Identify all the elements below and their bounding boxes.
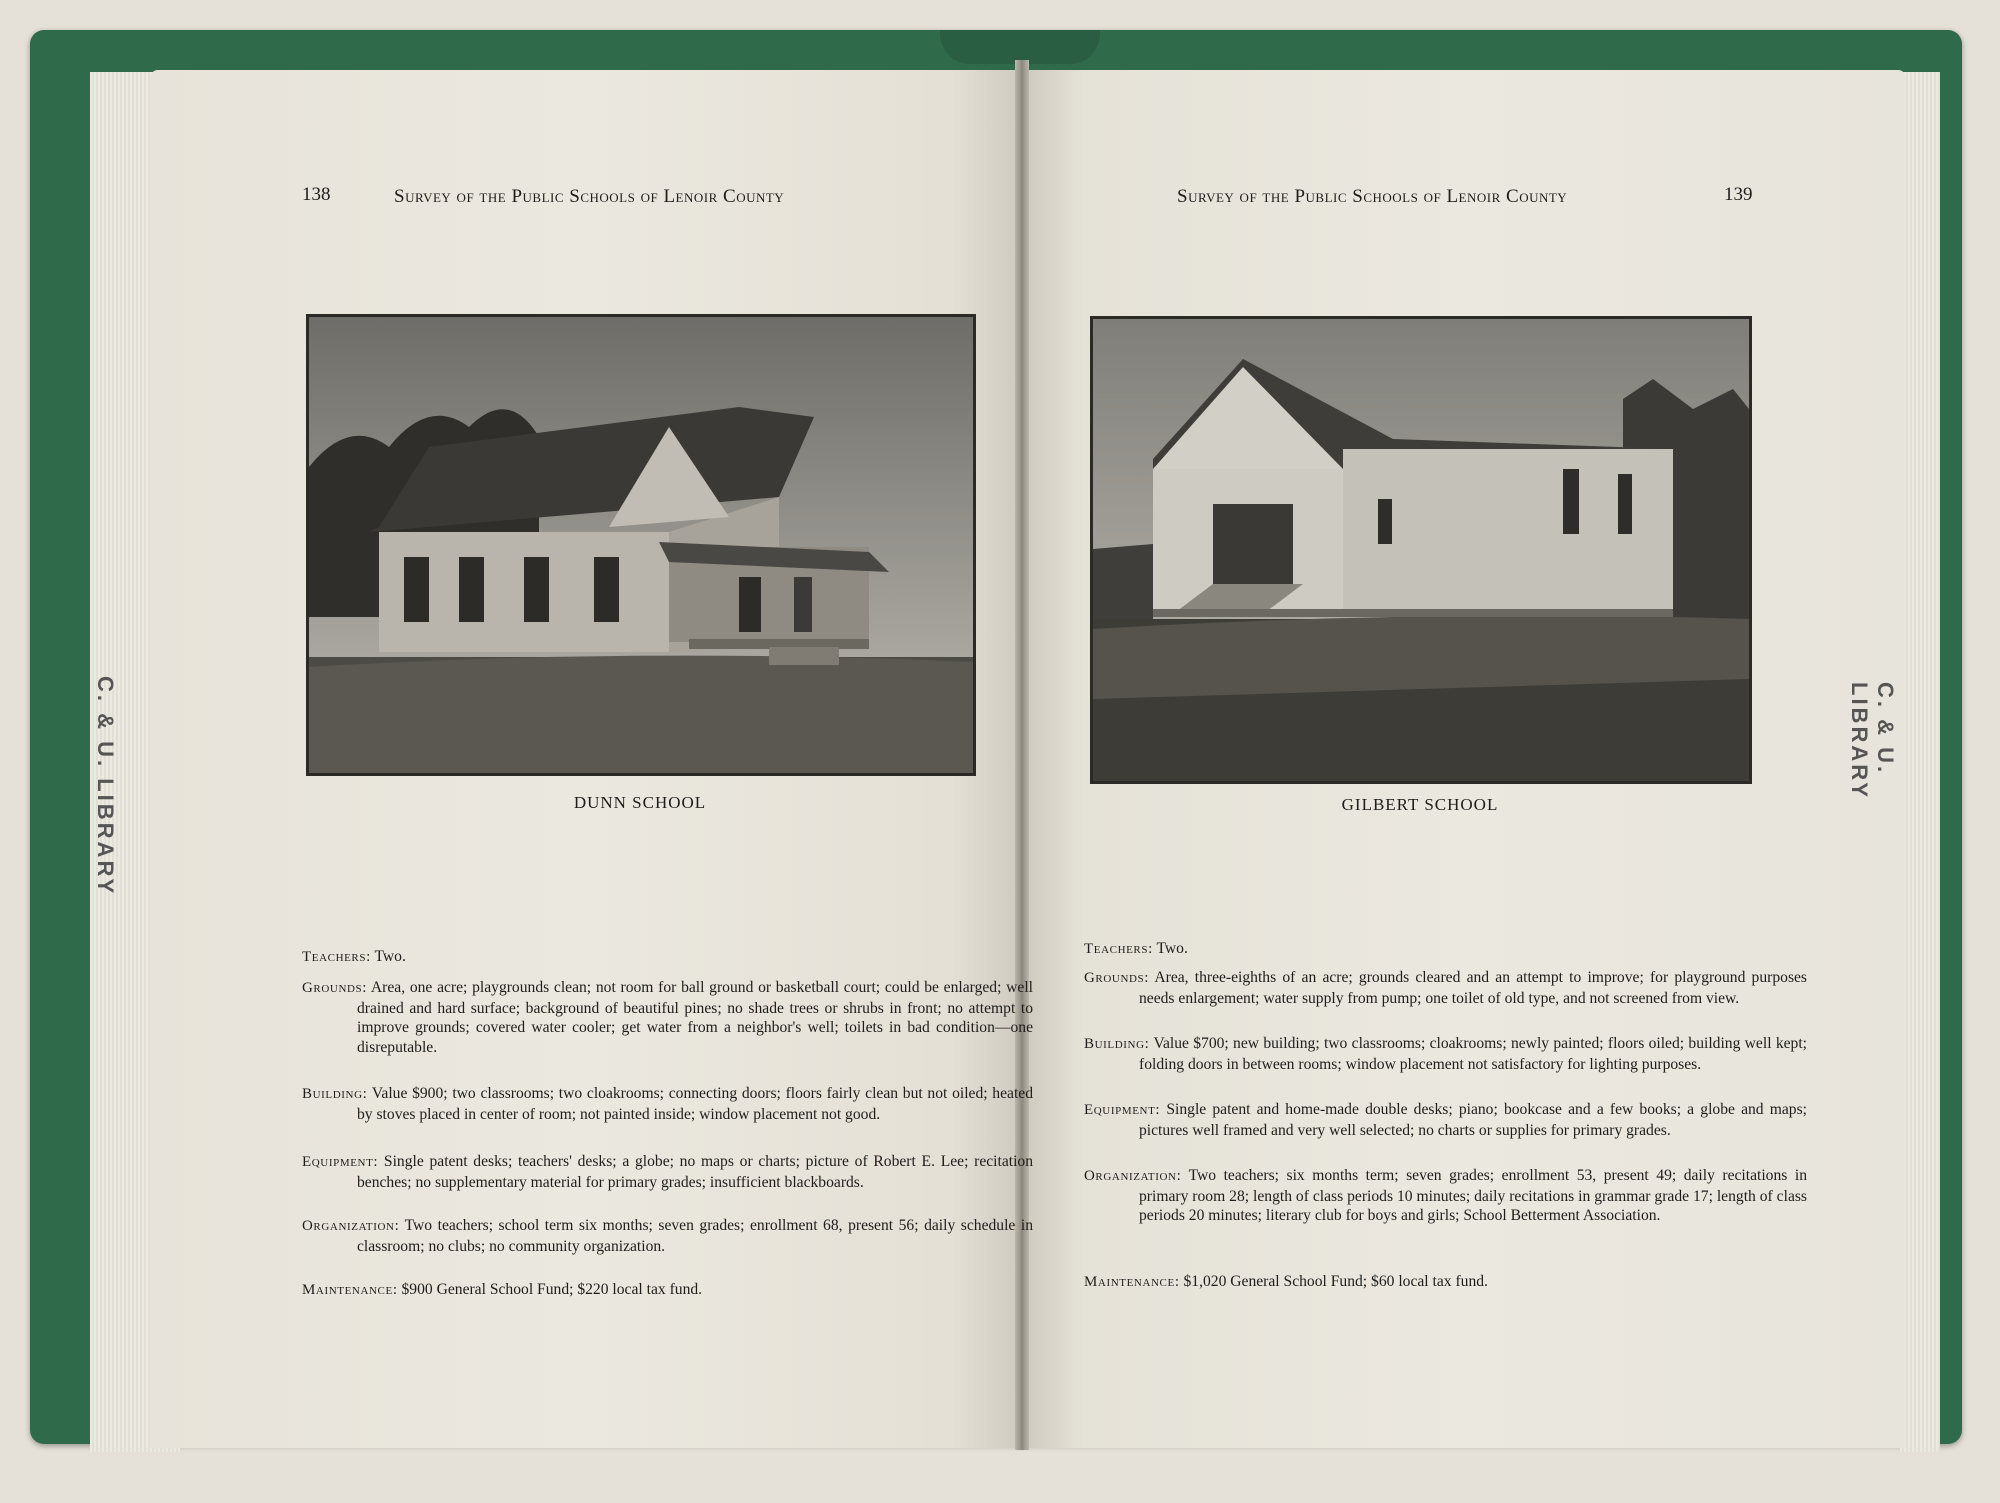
- entry-text: Two.: [1156, 940, 1188, 957]
- page-number-right: 139: [1724, 184, 1753, 205]
- entry-label: Maintenance:: [1084, 1274, 1180, 1290]
- dunn-organization-entry: [302, 1216, 1033, 1256]
- entry-label: Organization:: [302, 1218, 400, 1234]
- entry-label: Building:: [1084, 1036, 1150, 1052]
- entry-text: Two.: [374, 948, 406, 965]
- gilbert-equipment-entry: [1084, 1100, 1807, 1140]
- gilbert-school-photo: [1090, 316, 1752, 784]
- gilbert-building-entry: [1084, 1034, 1807, 1074]
- entry-label: Building:: [302, 1086, 368, 1102]
- entry-text: $900 General School Fund; $220 local tax fund.: [401, 1281, 703, 1298]
- running-head-left: Survey of the Public Schools of Lenoir County: [394, 186, 785, 207]
- entry-text: Two teachers; school term six months; seven grades; enrollment 68, present 56; daily schedule in classroom; no clubs; no community organization.: [357, 1217, 1033, 1255]
- book-spine: [940, 30, 1100, 64]
- dunn-maintenance-entry: [302, 1280, 1033, 1301]
- entry-text: Area, three-eighths of an acre; grounds cleared and an attempt to improve; for playground purposes needs enlargement; water supply from pump; one toilet of old type, and not screened from view.: [1139, 969, 1808, 1007]
- dunn-school-caption: DUNN SCHOOL: [573, 793, 707, 812]
- page-number-left: 138: [302, 184, 331, 205]
- entry-text: Single patent desks; teachers' desks; a globe; no maps or charts; picture of Robert E. Lee; recitation benches; no supplementary material for primary grades; insufficient blackboards.: [357, 1153, 1034, 1191]
- dunn-teachers-entry: [302, 947, 1033, 968]
- entry-label: Teachers:: [1084, 941, 1153, 957]
- entry-text: Value $900; two classrooms; two cloakrooms; connecting doors; floors fairly clean but not oiled; heated by stoves placed in center of room; not painted inside; window placement not good.: [357, 1085, 1034, 1123]
- dunn-grounds-entry: [302, 978, 1033, 1057]
- entry-text: Two teachers; six months term; seven grades; enrollment 53, present 49; daily recitations in primary room 28; length of class periods 10 minutes; daily recitations in grammar grade 17; length of class periods 20 minutes; literary club for boys and girls; School Betterment Association.: [1139, 1167, 1807, 1224]
- gilbert-grounds-entry: [1084, 968, 1807, 1008]
- dunn-equipment-entry: [302, 1152, 1033, 1192]
- entry-text: Area, one acre; playgrounds clean; not room for ball ground or basketball court; could be enlarged; well drained and hard surface; background of beautiful pines; no shade trees or shrubs in front; no attempt to improve grounds; covered water cooler; get water from a neighbor's well; toilets in bad condition—one disreputable.: [357, 979, 1033, 1056]
- library-stamp-right: C. & U. LIBRARY: [1847, 682, 1898, 800]
- library-stamp-left: C. & U. LIBRARY: [93, 676, 118, 897]
- dunn-school-photo: [306, 314, 976, 776]
- gilbert-organization-entry: [1084, 1166, 1807, 1226]
- running-head-right: Survey of the Public Schools of Lenoir County: [1177, 186, 1568, 207]
- entry-text: Single patent and home-made double desks; piano; bookcase and a few books; a globe and maps; pictures well framed and very well selected; no charts or supplies for primary grades.: [1139, 1101, 1808, 1139]
- dunn-building-entry: [302, 1084, 1033, 1124]
- entry-text: Value $700; new building; two classrooms; cloakrooms; newly painted; floors oiled; building well kept; folding doors in between rooms; window placement not satisfactory for lighting purposes.: [1139, 1035, 1808, 1073]
- entry-text: $1,020 General School Fund; $60 local tax fund.: [1183, 1273, 1488, 1290]
- entry-label: Grounds:: [302, 980, 368, 996]
- gilbert-maintenance-entry: [1084, 1272, 1807, 1293]
- entry-label: Grounds:: [1084, 970, 1150, 986]
- entry-label: Teachers:: [302, 949, 371, 965]
- entry-label: Organization:: [1084, 1168, 1182, 1184]
- entry-label: Equipment:: [302, 1154, 379, 1170]
- gilbert-school-caption: GILBERT SCHOOL: [1341, 795, 1499, 814]
- entry-label: Maintenance:: [302, 1282, 398, 1298]
- page-edges-right: [1900, 72, 1940, 1452]
- entry-label: Equipment:: [1084, 1102, 1161, 1118]
- gilbert-teachers-entry: [1084, 939, 1807, 960]
